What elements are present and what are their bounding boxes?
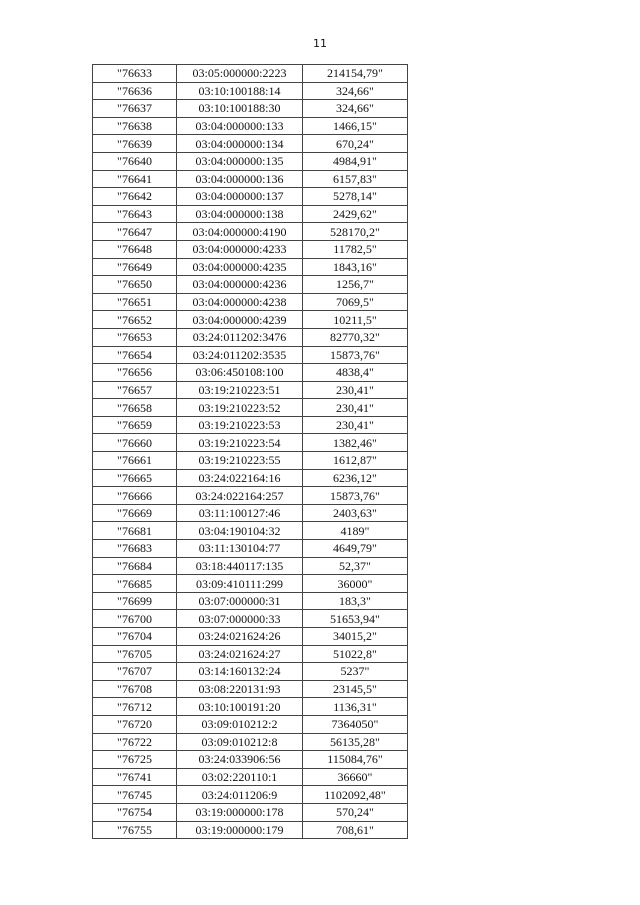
cadastral-number-cell: 03:04:000000:133 — [177, 117, 303, 135]
table-row — [93, 768, 408, 786]
cadastral-number-cell: 03:19:210223:55 — [177, 452, 303, 470]
row-number-cell: "76641 — [93, 170, 177, 188]
cadastral-number-cell: 03:04:000000:4190 — [177, 223, 303, 241]
value-cell: 7069,5" — [303, 293, 408, 311]
cadastral-number-cell: 03:24:022164:257 — [177, 487, 303, 505]
table-row — [93, 135, 408, 153]
row-number-cell: "76640 — [93, 152, 177, 170]
value-cell: 1466,15" — [303, 117, 408, 135]
value-cell: 51653,94" — [303, 610, 408, 628]
table-row — [93, 346, 408, 364]
table-row — [93, 786, 408, 804]
value-cell: 115084,76" — [303, 751, 408, 769]
cadastral-number-cell: 03:04:190104:32 — [177, 522, 303, 540]
cadastral-number-cell: 03:04:000000:4235 — [177, 258, 303, 276]
value-cell: 230,41" — [303, 399, 408, 417]
value-cell: 230,41" — [303, 381, 408, 399]
value-cell: 528170,2" — [303, 223, 408, 241]
row-number-cell: "76657 — [93, 381, 177, 399]
table-row — [93, 117, 408, 135]
row-number-cell: "76669 — [93, 504, 177, 522]
value-cell: 11782,5" — [303, 240, 408, 258]
row-number-cell: "76681 — [93, 522, 177, 540]
row-number-cell: "76658 — [93, 399, 177, 417]
value-cell: 15873,76" — [303, 487, 408, 505]
value-cell: 1136,31" — [303, 698, 408, 716]
row-number-cell: "76720 — [93, 715, 177, 733]
row-number-cell: "76659 — [93, 416, 177, 434]
value-cell: 214154,79" — [303, 65, 408, 83]
table-row — [93, 645, 408, 663]
row-number-cell: "76700 — [93, 610, 177, 628]
row-number-cell: "76704 — [93, 628, 177, 646]
value-cell: 6236,12" — [303, 469, 408, 487]
table-row — [93, 452, 408, 470]
table-row — [93, 803, 408, 821]
cadastral-number-cell: 03:07:000000:33 — [177, 610, 303, 628]
table-row — [93, 663, 408, 681]
value-cell: 670,24" — [303, 135, 408, 153]
value-cell: 4649,79" — [303, 540, 408, 558]
cadastral-number-cell: 03:04:000000:4239 — [177, 311, 303, 329]
cadastral-number-cell: 03:24:033906:56 — [177, 751, 303, 769]
value-cell: 1382,46" — [303, 434, 408, 452]
table-row — [93, 628, 408, 646]
cadastral-number-cell: 03:10:100188:14 — [177, 82, 303, 100]
table-row — [93, 240, 408, 258]
cadastral-number-cell: 03:09:410111:299 — [177, 575, 303, 593]
cadastral-number-cell: 03:19:000000:178 — [177, 803, 303, 821]
table-row — [93, 100, 408, 118]
cadastral-number-cell: 03:10:100191:20 — [177, 698, 303, 716]
row-number-cell: "76683 — [93, 540, 177, 558]
row-number-cell: "76633 — [93, 65, 177, 83]
cadastral-number-cell: 03:14:160132:24 — [177, 663, 303, 681]
cadastral-number-cell: 03:04:000000:134 — [177, 135, 303, 153]
table-row — [93, 381, 408, 399]
value-cell: 324,66" — [303, 100, 408, 118]
table-row — [93, 364, 408, 382]
row-number-cell: "76636 — [93, 82, 177, 100]
table-row — [93, 733, 408, 751]
cadastral-number-cell: 03:19:210223:52 — [177, 399, 303, 417]
value-cell: 51022,8" — [303, 645, 408, 663]
row-number-cell: "76755 — [93, 821, 177, 839]
row-number-cell: "76650 — [93, 276, 177, 294]
cadastral-number-cell: 03:10:100188:30 — [177, 100, 303, 118]
table-row — [93, 469, 408, 487]
row-number-cell: "76653 — [93, 328, 177, 346]
value-cell: 1256,7" — [303, 276, 408, 294]
cadastral-number-cell: 03:04:000000:138 — [177, 205, 303, 223]
row-number-cell: "76643 — [93, 205, 177, 223]
table-row — [93, 188, 408, 206]
value-cell: 324,66" — [303, 82, 408, 100]
row-number-cell: "76649 — [93, 258, 177, 276]
row-number-cell: "76699 — [93, 592, 177, 610]
row-number-cell: "76654 — [93, 346, 177, 364]
table-row — [93, 540, 408, 558]
table-row — [93, 328, 408, 346]
row-number-cell: "76725 — [93, 751, 177, 769]
cadastral-number-cell: 03:04:000000:4238 — [177, 293, 303, 311]
cadastral-number-cell: 03:09:010212:8 — [177, 733, 303, 751]
table-row — [93, 821, 408, 839]
row-number-cell: "76722 — [93, 733, 177, 751]
table-body — [93, 65, 408, 839]
table-row — [93, 522, 408, 540]
cadastral-number-cell: 03:07:000000:31 — [177, 592, 303, 610]
value-cell: 52,37" — [303, 557, 408, 575]
row-number-cell: "76660 — [93, 434, 177, 452]
table-row — [93, 680, 408, 698]
table-row — [93, 557, 408, 575]
row-number-cell: "76639 — [93, 135, 177, 153]
table-row — [93, 698, 408, 716]
value-cell: 4838,4" — [303, 364, 408, 382]
table-row — [93, 434, 408, 452]
row-number-cell: "76745 — [93, 786, 177, 804]
table-row — [93, 399, 408, 417]
value-cell: 4189" — [303, 522, 408, 540]
cadastral-number-cell: 03:05:000000:2223 — [177, 65, 303, 83]
row-number-cell: "76648 — [93, 240, 177, 258]
table-row — [93, 223, 408, 241]
table-row — [93, 504, 408, 522]
table-row — [93, 293, 408, 311]
cadastral-number-cell: 03:24:022164:16 — [177, 469, 303, 487]
cadastral-number-cell: 03:19:210223:54 — [177, 434, 303, 452]
page-number: 11 — [313, 37, 327, 50]
cadastral-number-cell: 03:04:000000:135 — [177, 152, 303, 170]
cadastral-number-cell: 03:11:100127:46 — [177, 504, 303, 522]
table-row — [93, 205, 408, 223]
table-row — [93, 65, 408, 83]
table-row — [93, 152, 408, 170]
value-cell: 5237" — [303, 663, 408, 681]
row-number-cell: "76661 — [93, 452, 177, 470]
row-number-cell: "76642 — [93, 188, 177, 206]
row-number-cell: "76754 — [93, 803, 177, 821]
row-number-cell: "76707 — [93, 663, 177, 681]
cadastral-number-cell: 03:18:440117:135 — [177, 557, 303, 575]
value-cell: 4984,91" — [303, 152, 408, 170]
table-row — [93, 276, 408, 294]
row-number-cell: "76741 — [93, 768, 177, 786]
cadastral-number-cell: 03:04:000000:4233 — [177, 240, 303, 258]
row-number-cell: "76656 — [93, 364, 177, 382]
value-cell: 708,61" — [303, 821, 408, 839]
cadastral-number-cell: 03:24:011206:9 — [177, 786, 303, 804]
value-cell: 183,3" — [303, 592, 408, 610]
data-table — [92, 64, 408, 839]
value-cell: 1843,16" — [303, 258, 408, 276]
row-number-cell: "76705 — [93, 645, 177, 663]
row-number-cell: "76685 — [93, 575, 177, 593]
value-cell: 36660" — [303, 768, 408, 786]
row-number-cell: "76638 — [93, 117, 177, 135]
value-cell: 56135,28" — [303, 733, 408, 751]
value-cell: 2403,63" — [303, 504, 408, 522]
table-row — [93, 715, 408, 733]
table-row — [93, 487, 408, 505]
value-cell: 7364050" — [303, 715, 408, 733]
value-cell: 570,24" — [303, 803, 408, 821]
cadastral-number-cell: 03:04:000000:4236 — [177, 276, 303, 294]
value-cell: 82770,32" — [303, 328, 408, 346]
value-cell: 230,41" — [303, 416, 408, 434]
table-row — [93, 311, 408, 329]
row-number-cell: "76666 — [93, 487, 177, 505]
table-row — [93, 416, 408, 434]
cadastral-number-cell: 03:24:011202:3535 — [177, 346, 303, 364]
cadastral-number-cell: 03:02:220110:1 — [177, 768, 303, 786]
cadastral-number-cell: 03:06:450108:100 — [177, 364, 303, 382]
row-number-cell: "76651 — [93, 293, 177, 311]
cadastral-number-cell: 03:24:021624:26 — [177, 628, 303, 646]
row-number-cell: "76712 — [93, 698, 177, 716]
table-row — [93, 258, 408, 276]
row-number-cell: "76684 — [93, 557, 177, 575]
cadastral-number-cell: 03:04:000000:136 — [177, 170, 303, 188]
row-number-cell: "76665 — [93, 469, 177, 487]
table-row — [93, 575, 408, 593]
table-row — [93, 592, 408, 610]
cadastral-number-cell: 03:24:011202:3476 — [177, 328, 303, 346]
table-row — [93, 610, 408, 628]
table-row — [93, 170, 408, 188]
value-cell: 10211,5" — [303, 311, 408, 329]
value-cell: 34015,2" — [303, 628, 408, 646]
value-cell: 1102092,48" — [303, 786, 408, 804]
value-cell: 5278,14" — [303, 188, 408, 206]
row-number-cell: "76652 — [93, 311, 177, 329]
value-cell: 15873,76" — [303, 346, 408, 364]
row-number-cell: "76708 — [93, 680, 177, 698]
cadastral-number-cell: 03:19:210223:51 — [177, 381, 303, 399]
value-cell: 2429,62" — [303, 205, 408, 223]
row-number-cell: "76637 — [93, 100, 177, 118]
cadastral-number-cell: 03:08:220131:93 — [177, 680, 303, 698]
row-number-cell: "76647 — [93, 223, 177, 241]
cadastral-number-cell: 03:04:000000:137 — [177, 188, 303, 206]
table-row — [93, 751, 408, 769]
cadastral-number-cell: 03:19:210223:53 — [177, 416, 303, 434]
cadastral-number-cell: 03:09:010212:2 — [177, 715, 303, 733]
cadastral-number-cell: 03:19:000000:179 — [177, 821, 303, 839]
value-cell: 6157,83" — [303, 170, 408, 188]
value-cell: 23145,5" — [303, 680, 408, 698]
table-row — [93, 82, 408, 100]
cadastral-number-cell: 03:11:130104:77 — [177, 540, 303, 558]
value-cell: 1612,87" — [303, 452, 408, 470]
value-cell: 36000" — [303, 575, 408, 593]
cadastral-number-cell: 03:24:021624:27 — [177, 645, 303, 663]
